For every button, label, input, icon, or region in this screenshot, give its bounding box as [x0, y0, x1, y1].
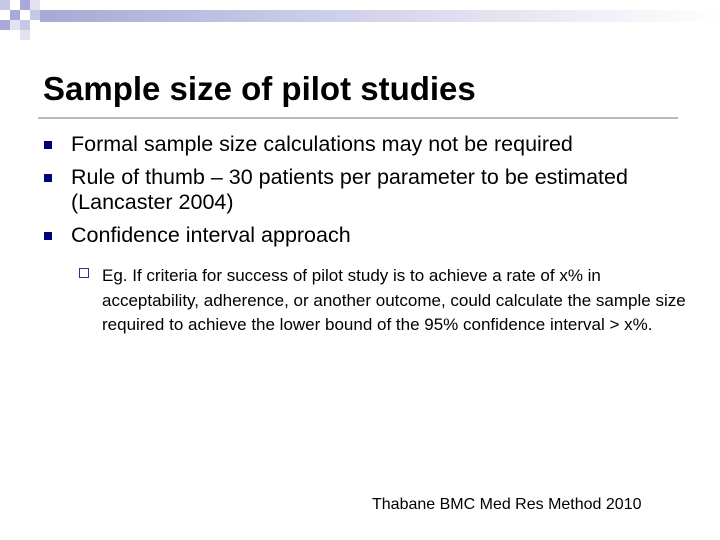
citation: Thabane BMC Med Res Method 2010: [372, 496, 642, 513]
banner-strip: [40, 10, 720, 22]
sub-bullet-text: Eg. If criteria for success of pilot study is to achieve a rate of x% in acceptability, adherence, or another outcome, could calculate the sample size required to achieve the lower bound of the 95% confidence interval > x%.: [102, 266, 686, 334]
banner-square: [20, 0, 30, 10]
banner-square: [30, 0, 40, 10]
banner-square: [20, 30, 30, 40]
title-divider: [38, 117, 678, 119]
banner-square: [10, 20, 20, 30]
banner-square: [0, 20, 10, 30]
bullet-text: Confidence interval approach: [71, 223, 351, 247]
slide-title: Sample size of pilot studies: [43, 70, 476, 107]
banner-square: [0, 0, 10, 10]
sub-bullet-item: [79, 264, 702, 338]
banner-square: [30, 10, 40, 20]
banner-square: [20, 10, 30, 20]
bullet-text: Formal sample size calculations may not be required: [71, 132, 573, 156]
square-bullet-icon: [44, 232, 52, 240]
list-item: [44, 165, 631, 215]
list-item: [44, 132, 684, 157]
banner-square: [10, 10, 20, 20]
banner-square: [20, 20, 30, 30]
decorative-banner: [0, 0, 720, 36]
list-item: [44, 223, 684, 248]
bullet-list: [44, 132, 684, 248]
square-bullet-icon: [44, 174, 52, 182]
square-bullet-icon: [44, 141, 52, 149]
banner-square: [0, 10, 10, 20]
banner-square: [10, 0, 20, 10]
bullet-text: Rule of thumb – 30 patients per parameter to be estimated (Lancaster 2004): [71, 165, 628, 214]
hollow-square-bullet-icon: [79, 268, 89, 278]
